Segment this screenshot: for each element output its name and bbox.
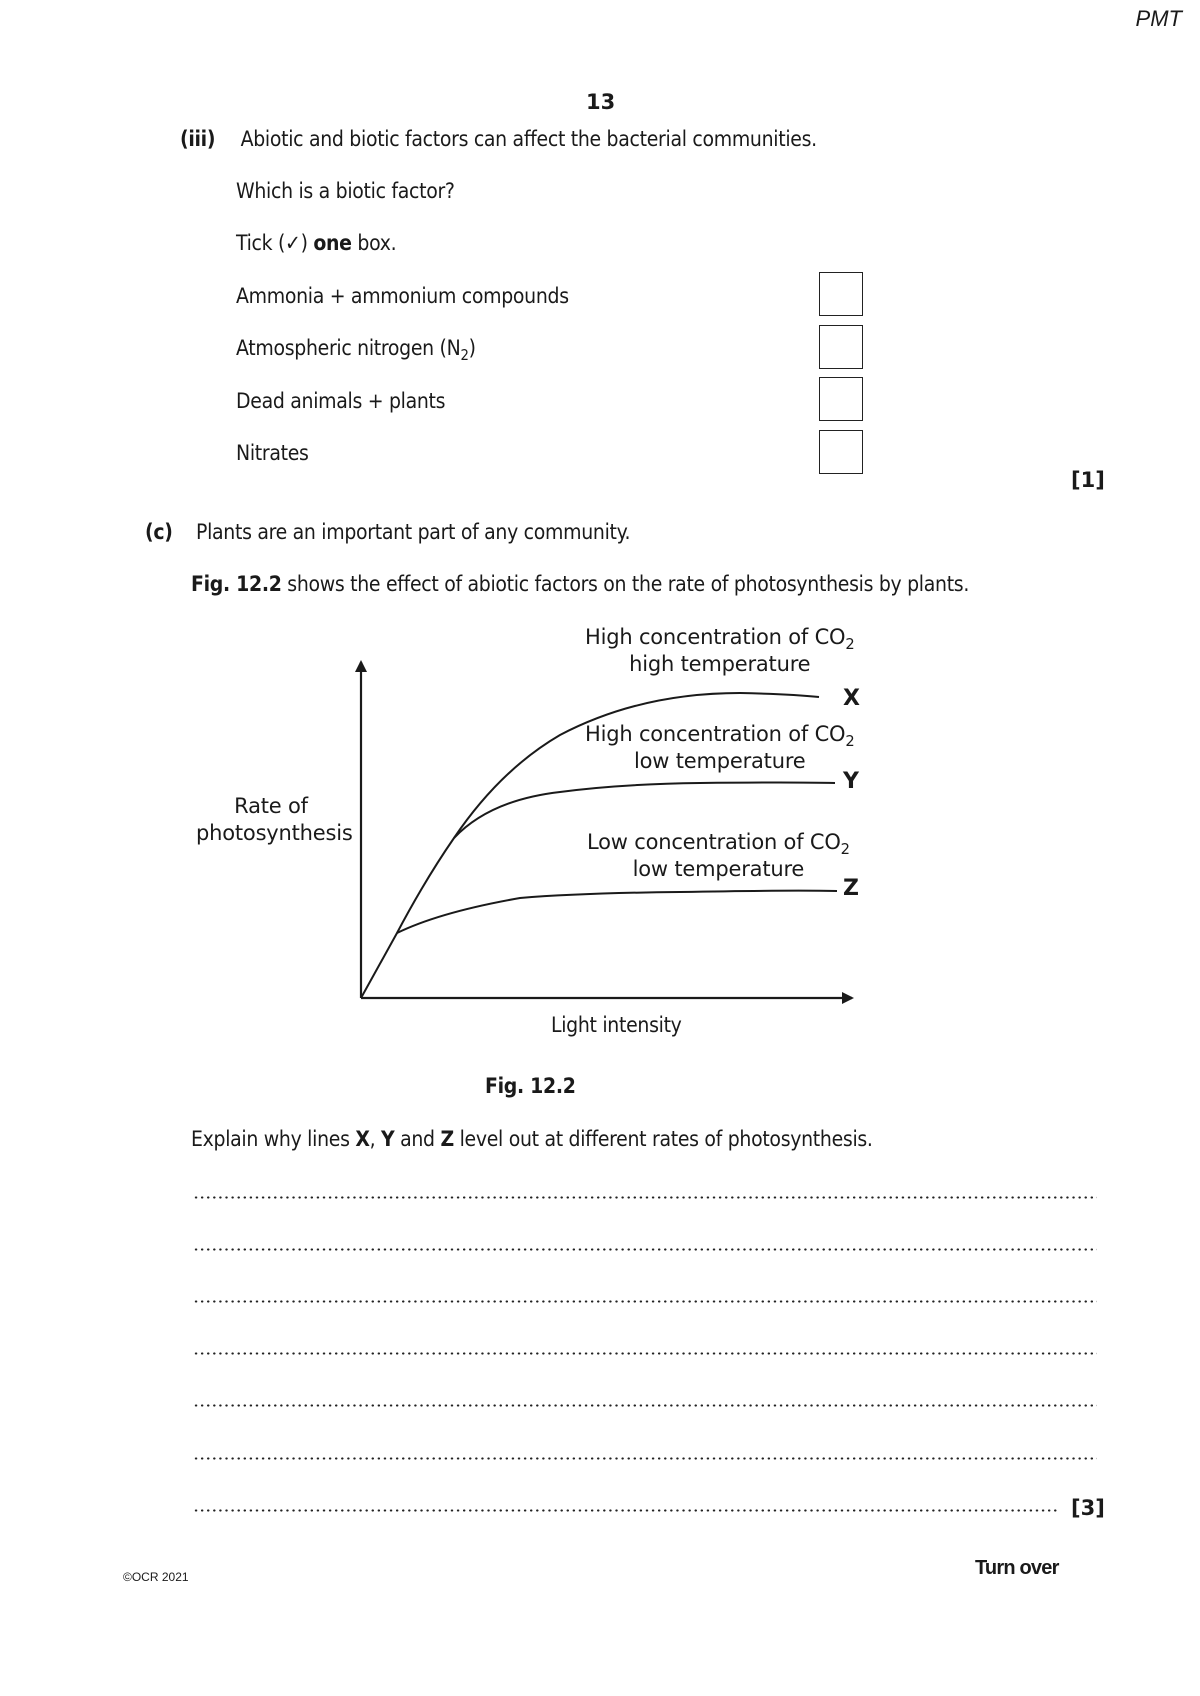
instruction-emphasis: one xyxy=(313,231,352,255)
copyright: ©OCR 2021 xyxy=(123,1570,189,1584)
explain-prompt: Explain why lines X, Y and Z level out at different rates of photosynthesis. xyxy=(191,1127,873,1151)
question-label: (c) xyxy=(145,520,173,544)
tick-instruction: Tick (✓) one box. xyxy=(236,231,397,255)
answer-line[interactable] xyxy=(193,1404,1097,1407)
option-label: Dead animals + plants xyxy=(236,389,446,413)
figure-caption: Fig. 12.2 xyxy=(485,1074,576,1098)
option-label: Atmospheric nitrogen $(N_2)$ xyxy=(236,336,476,365)
option-label: Ammonia + ammonium compounds xyxy=(236,284,569,308)
answer-line[interactable] xyxy=(193,1457,1097,1460)
label-y-conditions: High concentration of $CO_2$ low temperature xyxy=(585,722,855,773)
curve-label-x: X xyxy=(843,686,860,711)
label-x-conditions: High concentration of $CO_2$ high temperature xyxy=(585,625,855,676)
question-label: (iii) xyxy=(180,127,216,151)
figure-reference: Fig. 12.2 shows the effect of abiotic factors on the rate of photosynthesis by plants. xyxy=(191,572,970,596)
curve-label-z: Z xyxy=(843,876,859,901)
page-number: 13 xyxy=(586,90,616,114)
answer-line[interactable] xyxy=(193,1300,1097,1303)
answer-line[interactable] xyxy=(193,1248,1097,1251)
curve-label-y: Y xyxy=(843,769,859,794)
question-stem: Plants are an important part of any community. xyxy=(195,520,631,544)
marks-c: [3] xyxy=(1071,1496,1105,1520)
answer-line[interactable] xyxy=(193,1509,1059,1512)
label-z-conditions: Low concentration of $CO_2$ low temperature xyxy=(587,830,850,881)
marks-iii: [1] xyxy=(1071,468,1105,492)
answer-line[interactable] xyxy=(193,1196,1097,1199)
question-stem: Abiotic and biotic factors can affect the bacterial communities. xyxy=(240,127,817,151)
option-label: Nitrates xyxy=(236,441,309,465)
answer-line[interactable] xyxy=(193,1352,1097,1355)
curve-z xyxy=(397,891,837,933)
watermark: PMT xyxy=(1135,6,1182,31)
turn-over: Turn over xyxy=(975,1557,1059,1579)
question-prompt: Which is a biotic factor? xyxy=(236,179,455,203)
x-axis-label: Light intensity xyxy=(551,1013,682,1037)
y-axis-label: Rate of photosynthesis xyxy=(196,794,353,845)
